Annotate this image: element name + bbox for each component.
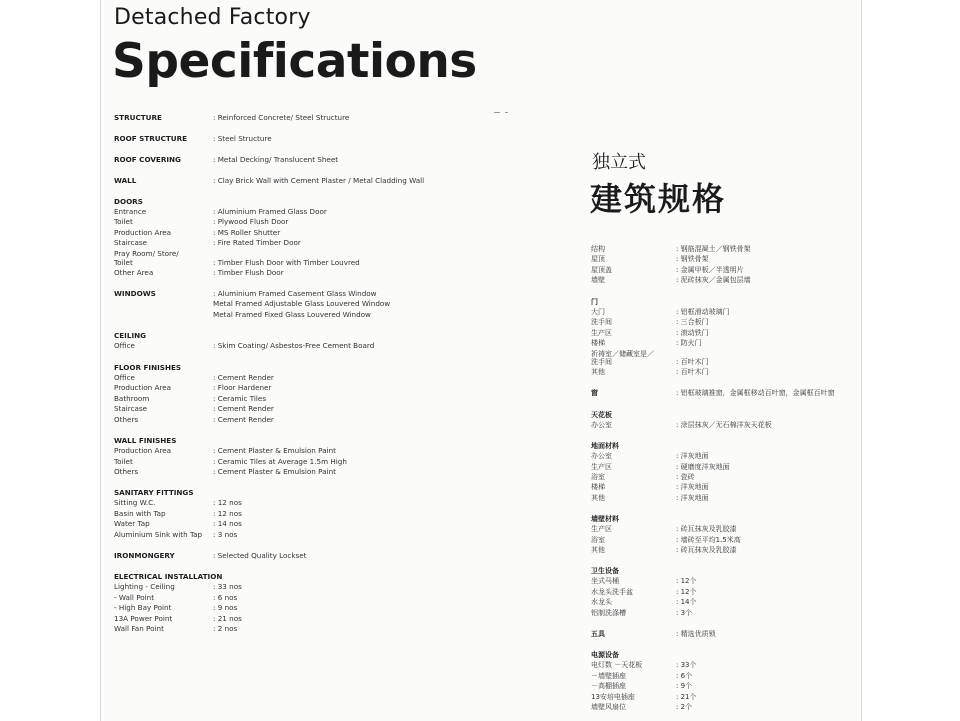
scan-speck	[505, 112, 508, 113]
spec-label: Production Area	[114, 383, 172, 392]
spec-label: 洗手间	[591, 318, 612, 326]
spec-label: 楼梯	[591, 483, 605, 491]
spec-label: Staircase	[114, 238, 148, 247]
spec-label: DOORS	[114, 197, 143, 206]
spec-label: 生产区	[591, 329, 612, 337]
spec-label: 天花板	[591, 411, 612, 419]
spec-value: : 墙砖至平均1.5米高	[676, 536, 741, 544]
spec-label: 洗手间	[591, 358, 612, 366]
spec-value: : Timber Flush Door	[213, 268, 284, 277]
spec-label: 墙壁风扇位	[591, 703, 626, 711]
spec-label: 地面材料	[591, 442, 619, 450]
spec-value: : 砖瓦抹灰及乳胶漆	[676, 525, 737, 533]
spec-value: : Floor Hardener	[213, 383, 272, 392]
spec-label: Production Area	[114, 228, 172, 237]
spec-label: 生产区	[591, 463, 612, 471]
spec-value: : Aluminium Framed Glass Door	[213, 207, 327, 216]
spec-value: : 砖瓦抹灰及乳胶漆	[676, 546, 737, 554]
spec-value: : Steel Structure	[213, 134, 272, 143]
spec-label: 电灯数 －天花板	[591, 661, 643, 669]
spec-value: : Cement Render	[213, 404, 274, 413]
spec-label: WALL FINISHES	[114, 436, 177, 445]
spec-label: 生产区	[591, 525, 612, 533]
spec-value: : 钢筋混凝土／钢铁骨架	[676, 245, 751, 253]
spec-value: : 12个	[676, 577, 697, 585]
spec-value: : 3个	[676, 609, 693, 617]
spec-value: : 洋灰地面	[676, 452, 709, 460]
spec-label: SANITARY FITTINGS	[114, 488, 194, 497]
spec-label: ROOF STRUCTURE	[114, 134, 188, 143]
spec-value: : 洋灰地面	[676, 494, 709, 502]
spec-value: : Timber Flush Door with Timber Louvred	[213, 258, 360, 267]
spec-label: 办公室	[591, 421, 612, 429]
spec-label: Entrance	[114, 207, 147, 216]
spec-label: ELECTRICAL INSTALLATION	[114, 572, 223, 581]
spec-value: : Ceramic Tiles at Average 1.5m High	[213, 457, 347, 466]
spec-label: －高棚插座	[591, 682, 626, 690]
spec-value: : Plywood Flush Door	[213, 217, 289, 226]
spec-label: 水龙头洗手盆	[591, 588, 633, 596]
spec-label: WINDOWS	[114, 289, 156, 298]
spec-label: 祈祷室／储藏室是／	[591, 350, 654, 358]
spec-value: : Metal Decking/ Translucent Sheet	[213, 155, 339, 164]
spec-value: : 铝框滑动玻璃门	[676, 308, 730, 316]
spec-label: 结构	[591, 245, 605, 253]
spec-value: : 6个	[676, 672, 693, 680]
spec-label: Pray Room/ Store/	[114, 249, 179, 258]
spec-label: Bathroom	[114, 394, 150, 403]
spec-label: ROOF COVERING	[114, 155, 181, 164]
spec-label: 其他	[591, 368, 605, 376]
spec-value: Metal Framed Fixed Glass Louvered Window	[213, 310, 371, 319]
spec-label: 门	[591, 298, 598, 306]
spec-value: : 12 nos	[213, 509, 242, 518]
spec-value: : 滚动铁门	[676, 329, 709, 337]
spec-value: : 涂层抹灰／无石棉洋灰天花板	[676, 421, 772, 429]
spec-label: Sitting W.C.	[114, 498, 156, 507]
spec-value: : 2个	[676, 703, 693, 711]
spec-value: : MS Roller Shutter	[213, 228, 281, 237]
spec-label: - Wall Point	[114, 593, 155, 602]
spec-value: : 金属甲板／半透明片	[676, 266, 744, 274]
spec-label: 屋顶盖	[591, 266, 612, 274]
spec-value: : 钢铁骨架	[676, 255, 709, 263]
spec-value: : 14 nos	[213, 519, 242, 528]
chinese-subtitle: 独立式	[592, 152, 646, 173]
spec-value: : Cement Plaster & Emulsion Paint	[213, 467, 336, 476]
spec-label: 13A Power Point	[114, 614, 173, 623]
spec-label: Toilet	[114, 258, 133, 267]
spec-label: Wall Fan Point	[114, 624, 164, 633]
spec-value: : Cement Render	[213, 373, 274, 382]
spec-label: Toilet	[114, 457, 133, 466]
spec-label: 大门	[591, 308, 605, 316]
spec-value: : 洋灰地面	[676, 483, 709, 491]
spec-value: : 12个	[676, 588, 697, 596]
chinese-title: 建筑规格	[590, 180, 727, 218]
spec-label: 五具	[591, 630, 605, 638]
spec-label: Staircase	[114, 404, 148, 413]
spec-label: WALL	[114, 176, 137, 185]
spec-label: Production Area	[114, 446, 172, 455]
spec-value: : 9 nos	[213, 603, 238, 612]
spec-label: 墙壁	[591, 276, 605, 284]
document-title: Specifications	[112, 34, 477, 89]
spec-label: IRONMONGERY	[114, 551, 175, 560]
spec-label: 电源设备	[591, 651, 619, 659]
spec-value: : 9个	[676, 682, 693, 690]
spec-label: 13安培电插座	[591, 693, 635, 701]
spec-label: - High Bay Point	[114, 603, 172, 612]
spec-label: 其他	[591, 494, 605, 502]
document-subtitle: Detached Factory	[114, 5, 311, 30]
spec-label: STRUCTURE	[114, 113, 162, 122]
spec-value: : 硬磨度洋灰地面	[676, 463, 730, 471]
spec-value: : 防火门	[676, 339, 702, 347]
spec-value: : 14个	[676, 598, 697, 606]
spec-label: Lighting - Ceiling	[114, 582, 175, 591]
spec-value: : 三合板门	[676, 318, 709, 326]
spec-label: Other Area	[114, 268, 154, 277]
spec-value: : 3 nos	[213, 530, 238, 539]
spec-label: 铝制洗涤槽	[591, 609, 626, 617]
spec-label: 水龙头	[591, 598, 612, 606]
spec-value: : Skim Coating/ Asbestos-Free Cement Board	[213, 341, 375, 350]
spec-value: : Reinforced Concrete/ Steel Structure	[213, 113, 350, 122]
spec-value: : 泥砖抹灰／金属包层墙	[676, 276, 751, 284]
spec-label: 其他	[591, 546, 605, 554]
spec-value: : 21 nos	[213, 614, 242, 623]
spec-label: CEILING	[114, 331, 147, 340]
spec-label: Others	[114, 467, 139, 476]
spec-value: : 6 nos	[213, 593, 238, 602]
spec-value: : Fire Rated Timber Door	[213, 238, 301, 247]
spec-label: 窗	[591, 389, 598, 397]
spec-label: 浴室	[591, 536, 605, 544]
spec-label: 浴室	[591, 473, 605, 481]
spec-value: : 铝框玻璃推窗，金属框移动百叶窗，金属框百叶窗	[676, 389, 835, 397]
spec-label: 墙壁材料	[591, 515, 619, 523]
spec-value: : 33 nos	[213, 582, 242, 591]
spec-label: Aluminium Sink with Tap	[114, 530, 203, 539]
spec-label: Toilet	[114, 217, 133, 226]
spec-value: : 12 nos	[213, 498, 242, 507]
spec-value: : 百叶木门	[676, 368, 709, 376]
spec-label: 楼梯	[591, 339, 605, 347]
spec-label: Others	[114, 415, 139, 424]
spec-value: Metal Framed Adjustable Glass Louvered Window	[213, 299, 391, 308]
spec-label: FLOOR FINISHES	[114, 363, 182, 372]
spec-value: : Selected Quality Lockset	[213, 551, 307, 560]
spec-label: 屋顶	[591, 255, 605, 263]
spec-value: : Cement Render	[213, 415, 274, 424]
scan-speck	[494, 112, 500, 113]
spec-value: : Aluminium Framed Casement Glass Window	[213, 289, 377, 298]
spec-label: 卫生设备	[591, 567, 619, 575]
spec-label: －墙壁插座	[591, 672, 626, 680]
spec-label: 坐式马桶	[591, 577, 619, 585]
spec-value: : 2 nos	[213, 624, 238, 633]
spec-value: : Clay Brick Wall with Cement Plaster / Metal Cladding Wall	[213, 176, 425, 185]
spec-value: : 21个	[676, 693, 697, 701]
spec-label: Water Tap	[114, 519, 150, 528]
spec-value: : 百叶木门	[676, 358, 709, 366]
spec-label: Office	[114, 373, 135, 382]
spec-value: : Cement Plaster & Emulsion Paint	[213, 446, 336, 455]
spec-value: : Ceramic Tiles	[213, 394, 267, 403]
spec-label: 办公室	[591, 452, 612, 460]
spec-value: : 精选优质锁	[676, 630, 716, 638]
spec-value: : 33个	[676, 661, 697, 669]
spec-label: Basin with Tap	[114, 509, 166, 518]
spec-label: Office	[114, 341, 135, 350]
spec-value: : 瓷砖	[676, 473, 695, 481]
